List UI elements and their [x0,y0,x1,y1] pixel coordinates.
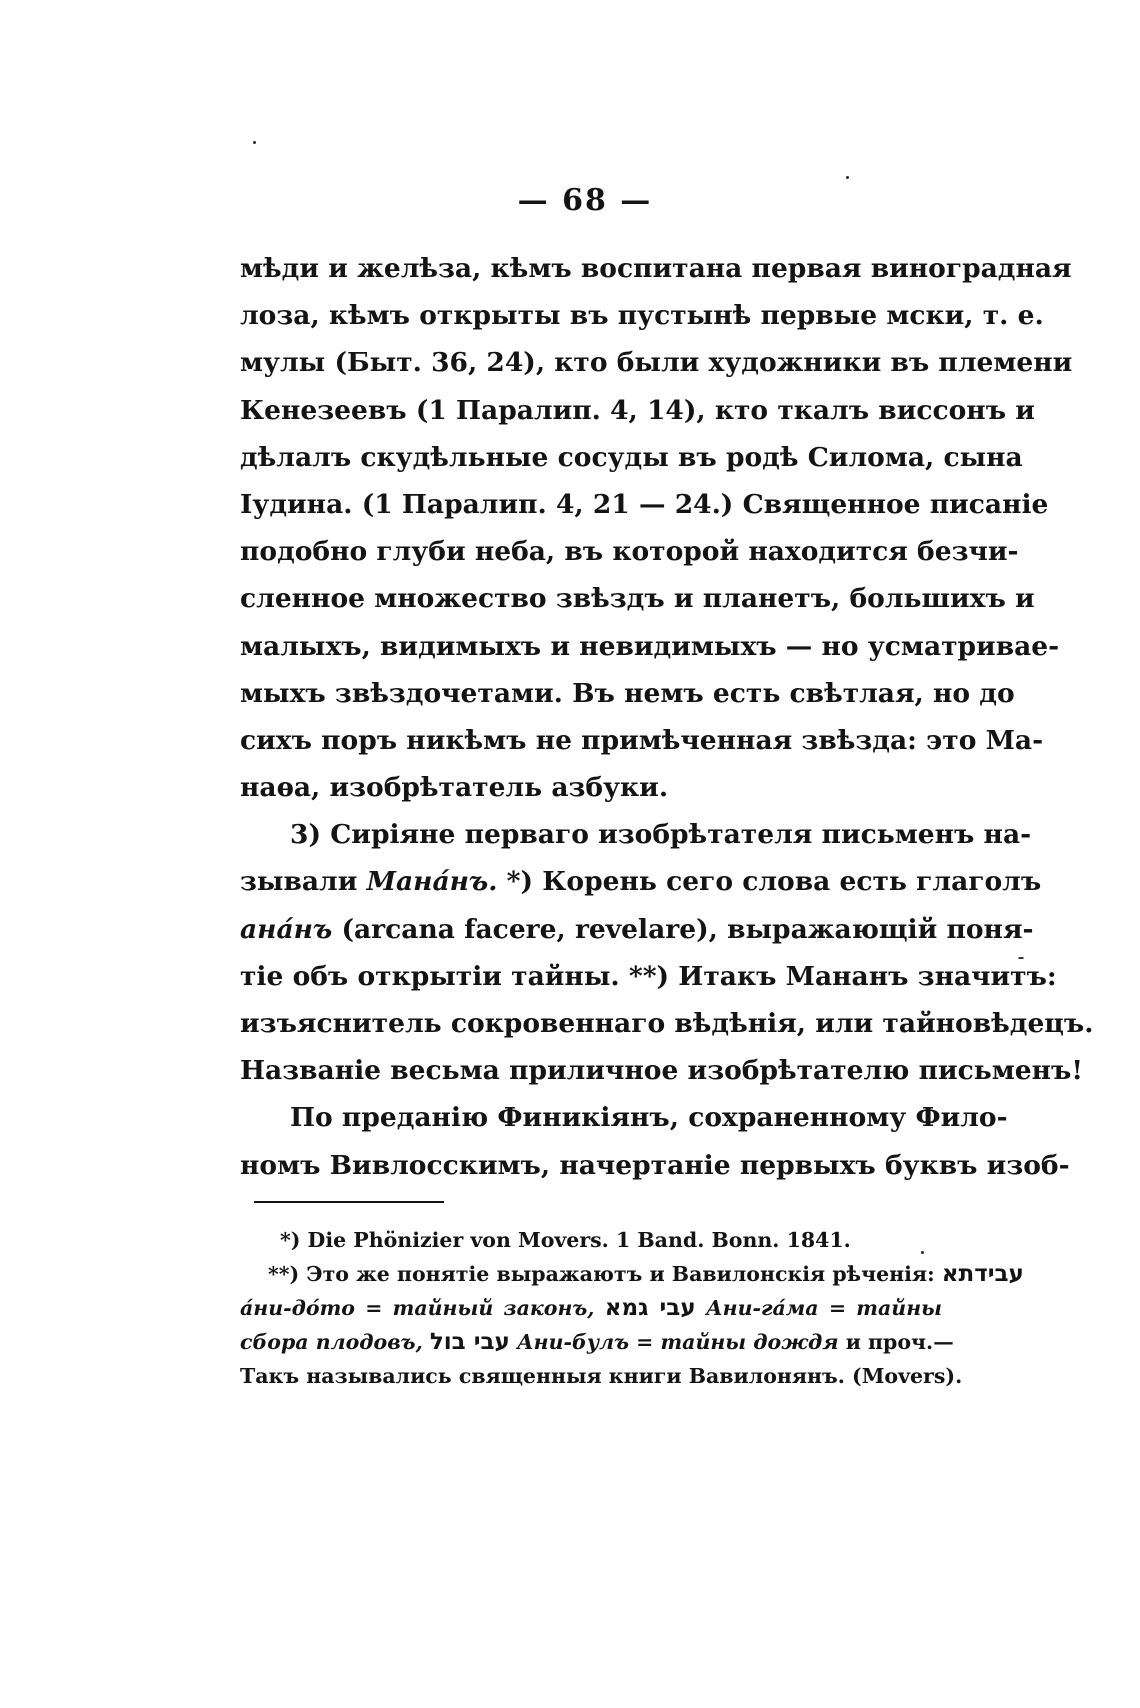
text-line: малыхъ, видимыхъ и невидимыхъ — но усматривае- [240,630,1060,662]
italic-phrase: а́ни-до́то = тайный законъ, [240,1296,595,1320]
text-line: сленное множество звѣздъ и планетъ, большихъ и [240,583,1035,615]
footnote-separator [254,1201,444,1203]
text-line: дѣлалъ скудѣльные сосуды въ родѣ Силома, сына [240,441,1023,473]
paragraph-4-line: номъ Вивлосскимъ, начертаніе первыхъ буквъ изоб- [240,1149,1070,1181]
italic-term-manan: Мана́нъ. [366,866,498,898]
hebrew-word: עבידתא [941,1261,1024,1287]
paragraph-3-line: изъяснитель сокровеннаго вѣдѣнія, или тайновѣдецъ. [240,1008,1094,1039]
italic-phrase: Ани-булъ = тайны дождя [516,1330,839,1354]
text-line: мѣди и желѣза, кѣмъ воспитана первая виноградная [240,253,1072,284]
hebrew-word: עבי גמא [604,1295,696,1321]
italic-phrase: Ани-га́ма = тайны [705,1296,942,1320]
scan-speck [846,176,849,179]
page-number: — 68 — [517,183,653,218]
scan-speck [921,1251,924,1254]
text-line: наѳа, изобрѣтатель азбуки. [240,772,669,804]
text-line: мулы (Быт. 36, 24), кто были художники въ племени [240,347,1073,379]
text-span: **) Это же понятіе выражаютъ и Вавилонскія рѣченія: [268,1262,935,1286]
text-line: мыхъ звѣздочетами. Въ немъ есть свѣтлая, но до [240,677,1015,709]
paragraph-4-line: По преданію Финикіянъ, сохраненному Фило- [290,1102,1008,1134]
text-span: (arcana facere, revelare), выражающій поня- [332,913,1034,945]
text-line: лоза, кѣмъ открыты въ пустынѣ первые мски, т. е. [240,300,1044,332]
paragraph-3-line [240,906,1034,953]
footnote-2-line [240,1257,1024,1291]
footnote-2-line [240,1291,942,1325]
text-line: подобно глуби неба, въ которой находится безчи- [240,536,1019,568]
paragraph-3-line: тіе объ открытіи тайны. **) Итакъ Мананъ значитъ: [240,960,1057,992]
text-line: Іудина. (1 Паралип. 4, 21 — 24.) Священное писаніе [240,488,1049,520]
footnote-1: *) Die Phönizier von Movers. 1 Band. Bonn. 1841. [280,1228,851,1252]
text-span: и проч.— [838,1330,954,1354]
scan-speck [1018,957,1024,959]
italic-phrase: сбора плодовъ, [240,1330,423,1354]
paragraph-3-line [240,858,1042,905]
footnote-2-line [240,1325,954,1359]
text-line: Кенезеевъ (1 Паралип. 4, 14), кто ткалъ виссонъ и [240,394,1035,426]
italic-term-anan: ана́нъ [240,913,333,945]
hebrew-word: עבי בול [429,1329,510,1355]
main-text [240,245,1094,1189]
footnotes [240,1223,1024,1393]
text-line: сихъ поръ никѣмъ не примѣченная звѣзда: это Ма- [240,724,1044,756]
footnote-2-line: Такъ назывались священныя книги Вавилонянъ. (Movers). [240,1364,963,1388]
scan-speck [253,141,256,144]
paragraph-3-line: Названіе весьма приличное изобрѣтателю письменъ! [240,1055,1083,1087]
text-span: *) Корень сего слова есть глаголъ [497,866,1042,898]
paragraph-3-line: 3) Сиріяне перваго изобрѣтателя письменъ на- [290,819,1032,851]
text-span: зывали [240,866,367,898]
